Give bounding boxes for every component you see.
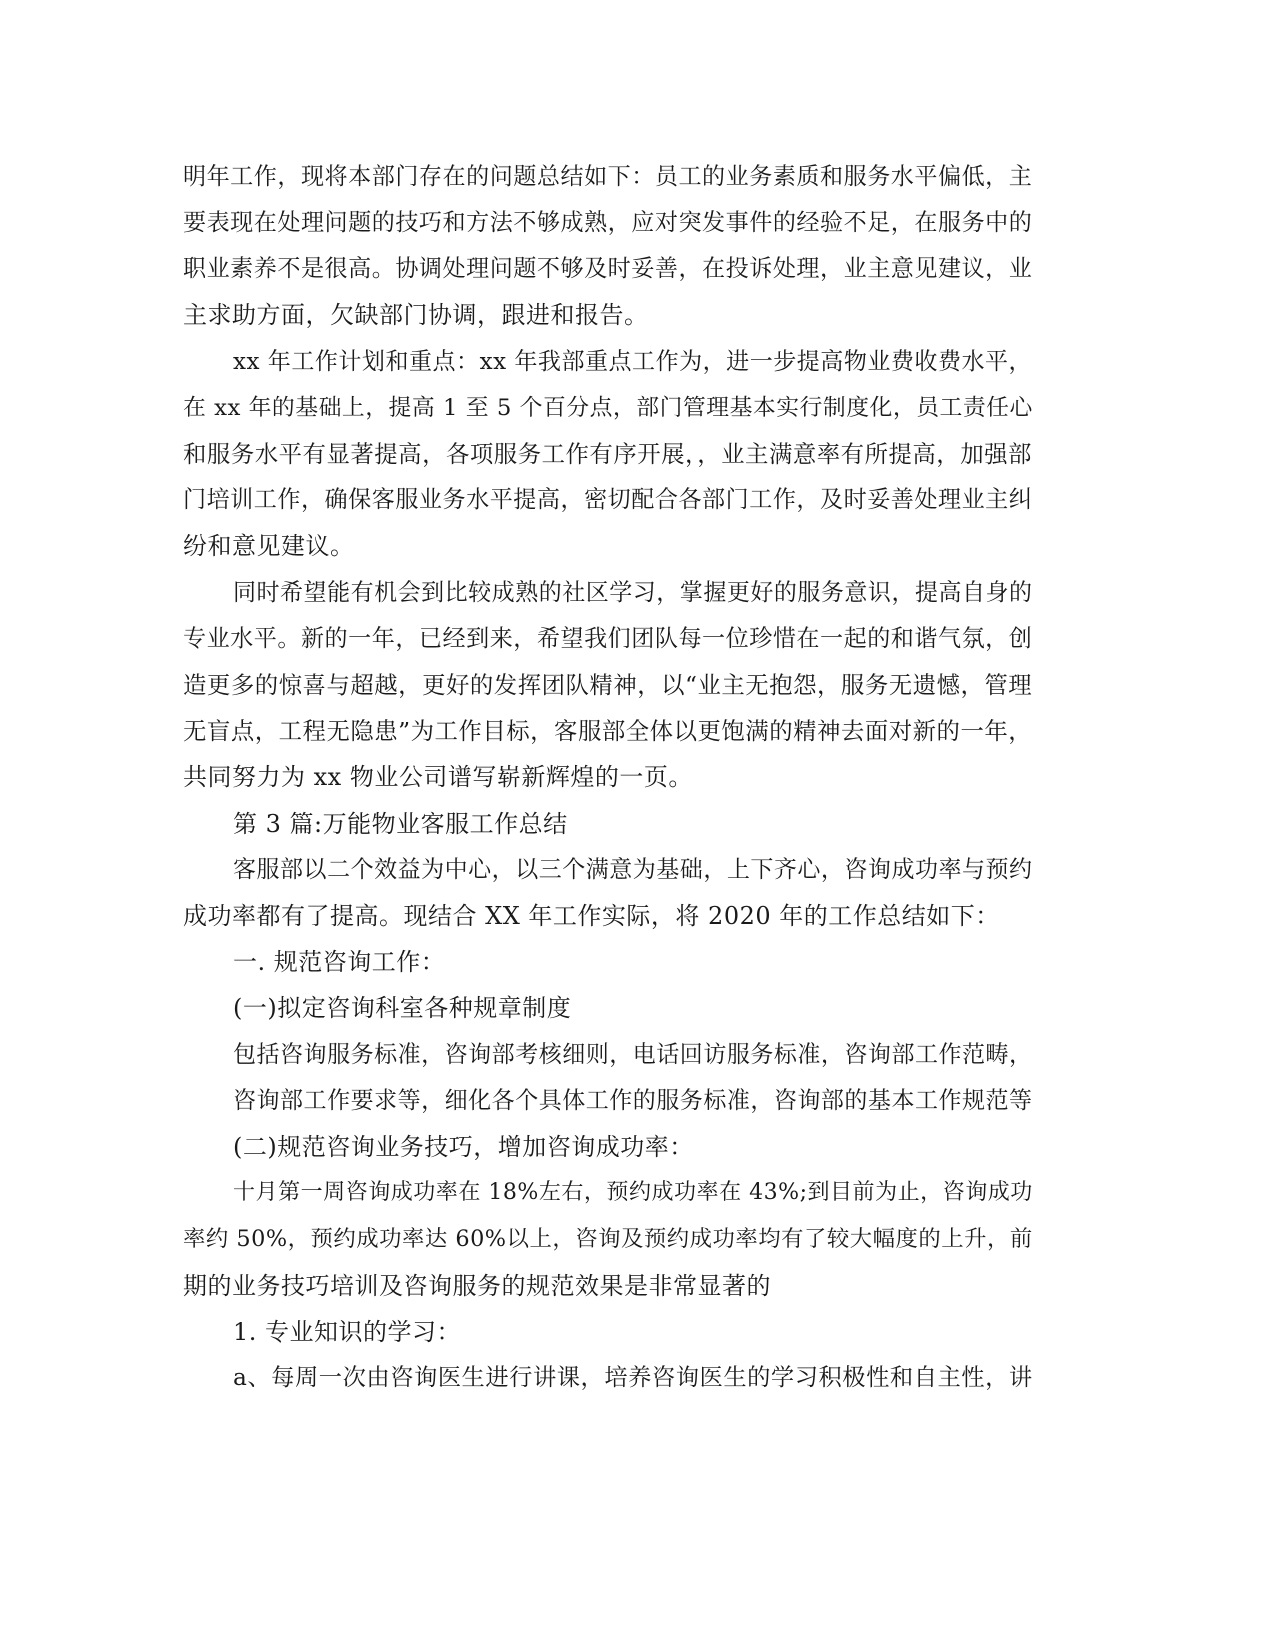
text-line: 无盲点，工程无隐患”为工作目标，客服部全体以更饱满的精神去面对新的一年， — [183, 717, 1033, 745]
text-line: 共同努力为 xx 物业公司谱写崭新辉煌的一页。 — [183, 763, 693, 791]
text-line: 专业水平。新的一年，已经到来，希望我们团队每一位珍惜在一起的和谐气氛，创 — [183, 626, 1033, 652]
paragraph-first-line: 同时希望能有机会到比较成熟的社区学习，掌握更好的服务意识，提高自身的 — [233, 580, 1033, 606]
text-line: 期的业务技巧培训及咨询服务的规范效果是非常显著的 — [183, 1272, 771, 1300]
paragraph-first-line: 十月第一周咨询成功率在 18%左右，预约成功率在 43%;到目前为止，咨询成功 — [233, 1180, 1033, 1205]
paragraph-first-line: a、每周一次由咨询医生进行讲课，培养咨询医生的学习积极性和自主性，讲 — [233, 1364, 1033, 1391]
text-line: 造更多的惊喜与超越，更好的发挥团队精神，以“业主无抱怨，服务无遗憾，管理 — [183, 671, 1033, 699]
subsection-heading: 一. 规范咨询工作： — [233, 948, 446, 976]
paragraph-first-line: xx 年工作计划和重点：xx 年我部重点工作为，进一步提高物业费收费水平， — [233, 349, 1033, 375]
text-line: 在 xx 年的基础上，提高 1 至 5 个百分点，部门管理基本实行制度化，员工责任心 — [183, 395, 1033, 421]
text-line: 纷和意见建议。 — [183, 532, 355, 560]
text-line: 主求助方面，欠缺部门协调，跟进和报告。 — [183, 301, 649, 329]
section-heading: 第 3 篇:万能物业客服工作总结 — [233, 810, 568, 838]
text-line: 包括咨询服务标准，咨询部考核细则，电话回访服务标准，咨询部工作范畴， — [233, 1042, 1033, 1068]
subsection-heading: (一)拟定咨询科室各种规章制度 — [233, 994, 572, 1022]
text-line: 率约 50%，预约成功率达 60%以上，咨询及预约成功率均有了较大幅度的上升，前 — [183, 1226, 1033, 1252]
text-line: 门培训工作，确保客服业务水平提高，密切配合各部门工作，及时妥善处理业主纠 — [183, 487, 1033, 513]
text-line: 和服务水平有显著提高，各项服务工作有序开展，，业主满意率有所提高，加强部 — [183, 440, 1032, 468]
paragraph-first-line: 客服部以二个效益为中心，以三个满意为基础，上下齐心，咨询成功率与预约 — [233, 857, 1033, 883]
subsection-heading: (二)规范咨询业务技巧，增加咨询成功率： — [233, 1133, 694, 1161]
text-line: 明年工作，现将本部门存在的问题总结如下：员工的业务素质和服务水平偏低，主 — [183, 164, 1033, 190]
text-line: 职业素养不是很高。协调处理问题不够及时妥善，在投诉处理，业主意见建议，业 — [183, 256, 1033, 282]
subsection-heading: 1. 专业知识的学习： — [233, 1318, 462, 1346]
text-line: 要表现在处理问题的技巧和方法不够成熟，应对突发事件的经验不足，在服务中的 — [183, 210, 1033, 236]
text-line: 成功率都有了提高。现结合 XX 年工作实际，将 2020 年的工作总结如下： — [183, 902, 1000, 930]
text-line: 咨询部工作要求等，细化各个具体工作的服务标准，咨询部的基本工作规范等 — [233, 1088, 1033, 1114]
